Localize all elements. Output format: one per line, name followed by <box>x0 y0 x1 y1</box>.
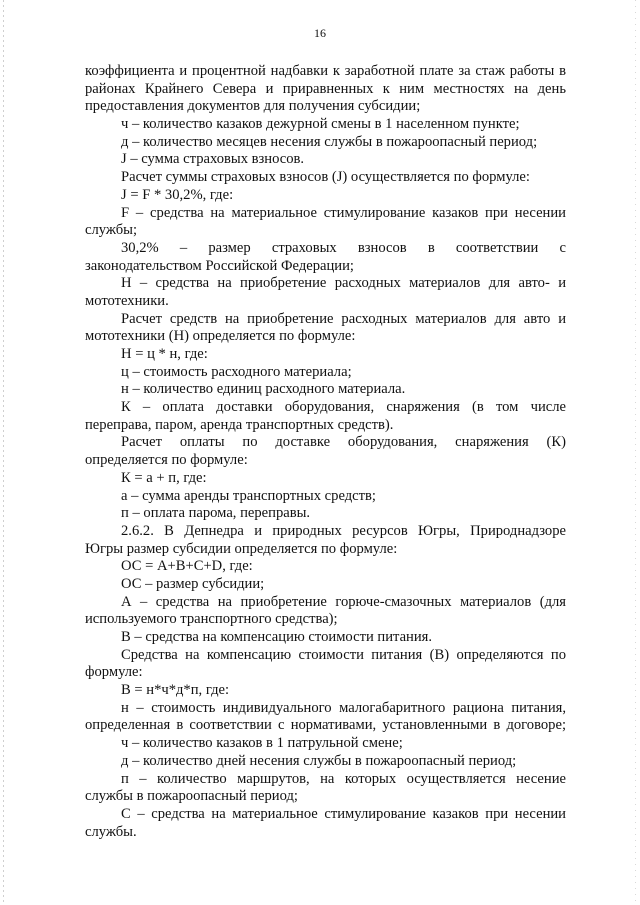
text-line: д – количество дней несения службы в пожароопасный период; <box>121 752 517 769</box>
scan-edge-left <box>3 0 4 905</box>
text-line: Средства на компенсацию стоимости питания (В) определяются по <box>121 646 566 663</box>
text-line: Расчет оплаты по доставке оборудования, снаряжения (К) <box>121 434 566 451</box>
text-line: В – средства на компенсацию стоимости питания. <box>121 629 433 645</box>
text-line: К – оплата доставки оборудования, снаряжения (в том числе <box>121 399 566 416</box>
page-number: 16 <box>314 26 326 40</box>
text-line: Н – средства на приобретение расходных материалов для авто- и <box>121 275 566 292</box>
text-line: ОС = А+В+С+D, где: <box>121 558 253 575</box>
text-line: ч – количество казаков дежурной смены в 1 населенном пункте; <box>121 116 520 133</box>
text-line: п – количество маршрутов, на которых осуществляется несение <box>121 770 566 787</box>
text-line: 30,2% – размер страховых взносов в соответствии с <box>121 239 566 256</box>
text-line: используемого транспортного средства); <box>85 611 338 628</box>
text-line: 2.6.2. В Депнедра и природных ресурсов Югры, Природнадзоре <box>121 522 566 539</box>
text-line: н – стоимость индивидуального малогабаритного рациона питания, <box>121 699 566 716</box>
text-line: К = а + п, где: <box>121 469 207 486</box>
text-line: А – средства на приобретение горюче-смазочных материалов (для <box>121 593 566 610</box>
text-line: определенная в соответствии с нормативами, установленными в договоре; <box>85 717 566 734</box>
text-line: службы в пожароопасный период; <box>85 788 298 805</box>
document-body <box>85 63 566 841</box>
text-line: районах Крайнего Севера и приравненных к ним местностях на день <box>85 80 566 97</box>
text-line: законодательством Российской Федерации; <box>85 257 354 274</box>
text-line: н – количество единиц расходного материала. <box>121 381 406 398</box>
text-line: мототехники. <box>85 292 169 309</box>
text-line: ОС – размер субсидии; <box>121 575 265 592</box>
text-line: J = F * 30,2%, где: <box>121 186 234 203</box>
text-line: а – сумма аренды транспортных средств; <box>121 487 376 504</box>
text-line: мототехники (Н) определяется по формуле: <box>85 328 356 345</box>
text-line: службы. <box>85 823 137 840</box>
text-line: ц – стоимость расходного материала; <box>121 363 352 380</box>
text-line: переправа, паром, аренда транспортных средств). <box>85 416 394 433</box>
text-line: С – средства на материальное стимулирование казаков при несении <box>121 805 566 822</box>
text-line: Н = ц * н, где: <box>121 346 208 362</box>
text-line: Югры размер субсидии определяется по формуле: <box>85 540 398 557</box>
text-line: ч – количество казаков в 1 патрульной смене; <box>121 735 403 752</box>
text-line: д – количество месяцев несения службы в пожароопасный период; <box>121 133 538 150</box>
text-line: п – оплата парома, переправы. <box>121 505 311 522</box>
text-line: J – сумма страховых взносов. <box>121 151 305 168</box>
text-line: Расчет суммы страховых взносов (J) осуществляется по формуле: <box>121 169 530 186</box>
text-line: F – средства на материальное стимулирование казаков при несении <box>121 204 566 221</box>
text-line: Расчет средств на приобретение расходных материалов для авто и <box>121 310 566 327</box>
text-line: формуле: <box>85 664 143 681</box>
text-line: В = н*ч*д*п, где: <box>121 682 230 699</box>
text-line: предоставления документов для получения субсидии; <box>85 98 421 115</box>
text-line: определяется по формуле: <box>85 452 248 469</box>
scan-edge-right <box>635 0 636 905</box>
text-line: службы; <box>85 222 138 239</box>
text-line: коэффициента и процентной надбавки к заработной плате за стаж работы в <box>85 63 566 79</box>
